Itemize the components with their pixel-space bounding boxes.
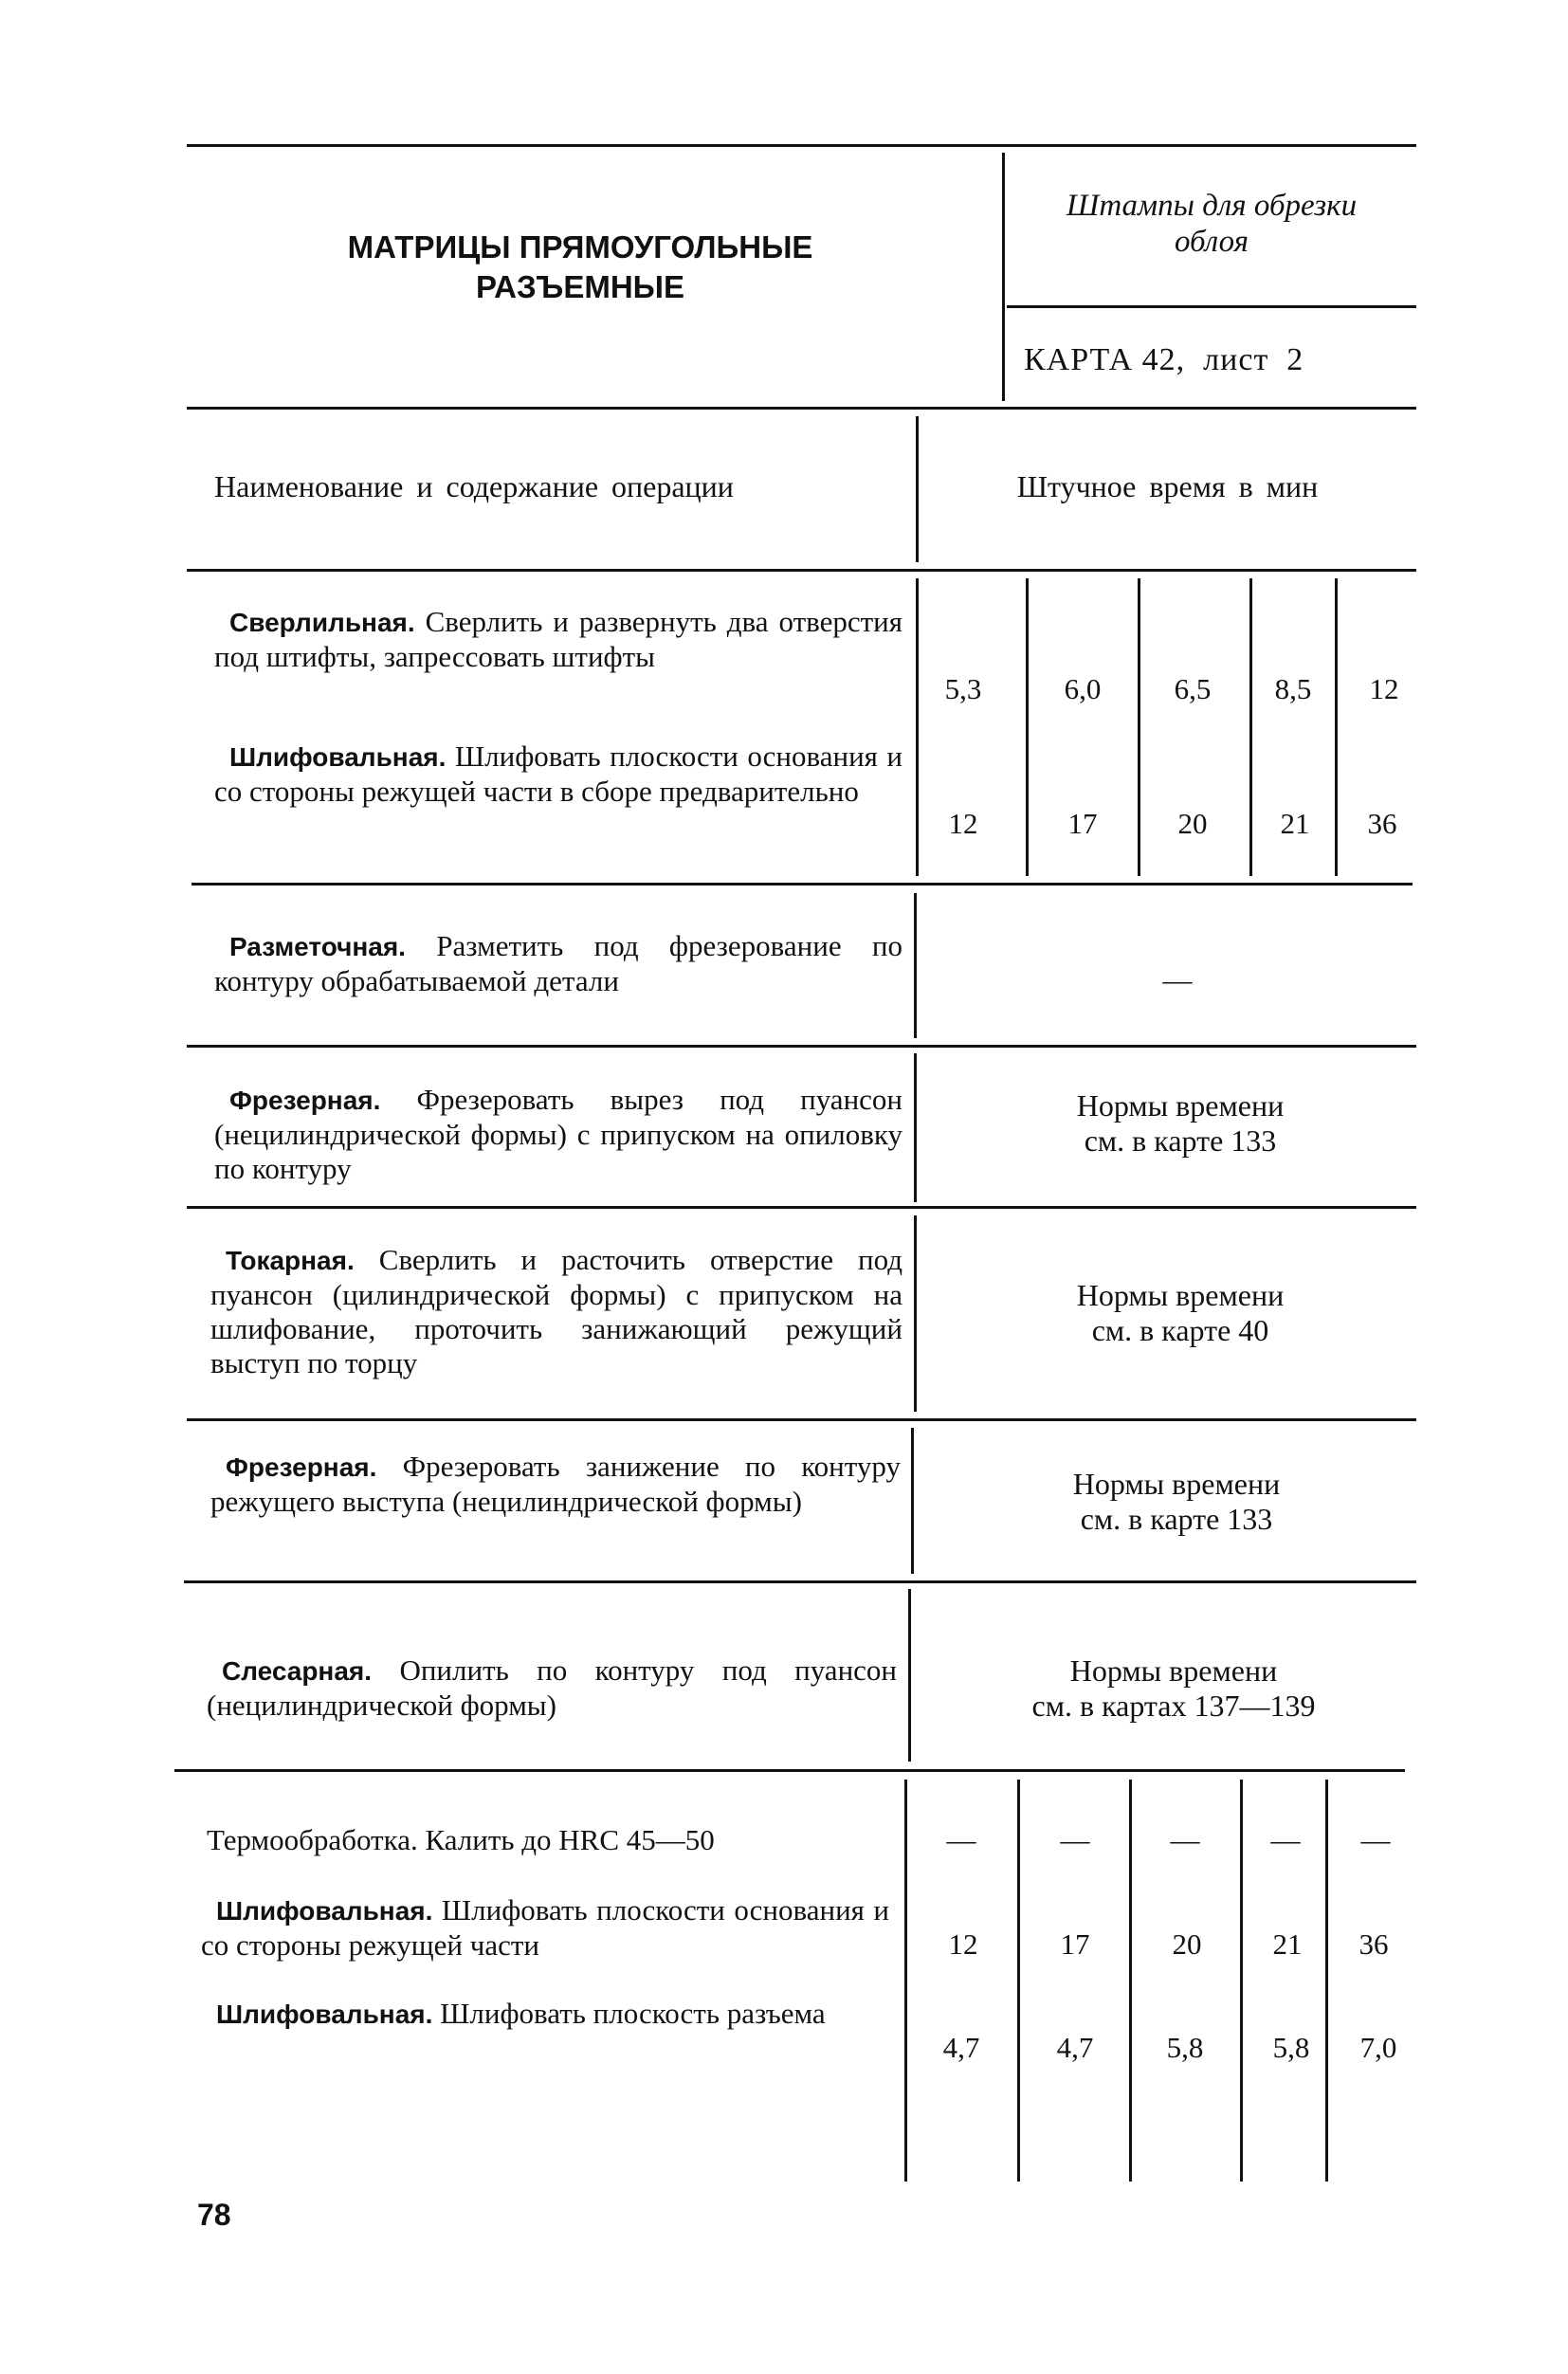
operation-name: Фрезерная. (229, 1086, 381, 1115)
col-divider (908, 1589, 911, 1762)
page-title (187, 228, 974, 307)
col-divider (1026, 578, 1029, 876)
time-value: — (1360, 1823, 1391, 1856)
operation-name: Шлифовальная. (216, 2000, 433, 2029)
time-norm-reference (943, 1088, 1417, 1159)
operation-name: Термообработка. (207, 1823, 418, 1856)
operation-name: Сверлильная. (229, 608, 415, 637)
operation-name: Разметочная. (229, 932, 406, 961)
col-divider (914, 893, 917, 1038)
header-sub-rule (1007, 305, 1416, 308)
operation-fitting (207, 1653, 897, 1723)
operation-drilling (214, 605, 903, 674)
norm-line-2: см. в карте 40 (1091, 1313, 1269, 1347)
operation-marking (214, 929, 903, 998)
operation-text: Фрезеровать вырез под пуансон (нецилиндрической формы) с припуском на опиловку по контуру (214, 1083, 903, 1185)
operation-text: Сверлить и развернуть два отверстия под штифты, запрессовать штифты (214, 605, 903, 673)
time-value: 4,7 (942, 2031, 980, 2064)
rule (187, 1045, 1416, 1048)
time-value: 4,7 (1056, 2031, 1094, 2064)
operation-name: Слесарная. (222, 1656, 373, 1686)
time-value: 6,5 (1174, 672, 1212, 705)
time-value: 36 (1367, 807, 1397, 840)
time-value: 21 (1272, 1927, 1303, 1961)
col-divider (914, 1053, 917, 1202)
rule (187, 1418, 1416, 1421)
operation-name: Токарная. (226, 1246, 355, 1275)
time-value: 21 (1280, 807, 1310, 840)
norm-line-1: Нормы времени (1069, 1653, 1278, 1688)
norm-line-2: см. в карте 133 (1080, 1502, 1273, 1536)
col-divider (914, 1215, 917, 1412)
time-value: 20 (1177, 807, 1208, 840)
time-value: 12 (948, 1927, 978, 1961)
operation-name: Шлифовальная. (216, 1896, 433, 1926)
operation-text: Шлифовать плоскость разъема (440, 1997, 826, 2030)
time-value: 5,8 (1272, 2031, 1310, 2064)
time-value: 12 (1369, 672, 1399, 705)
time-value: 17 (1060, 1927, 1090, 1961)
operation-heat-treatment (207, 1823, 889, 1857)
col-divider (1138, 578, 1140, 876)
rule (174, 1769, 1405, 1772)
time-value: 5,3 (944, 672, 982, 705)
time-norm-reference (943, 1278, 1417, 1348)
card-number: КАРТА 42, лист 2 (1024, 342, 1304, 377)
rule (191, 883, 1413, 886)
rule (187, 407, 1416, 410)
norm-line-2: см. в картах 137—139 (1031, 1689, 1316, 1723)
time-value: 12 (948, 807, 978, 840)
header-divider (1002, 153, 1005, 401)
operation-milling-2 (210, 1450, 901, 1519)
operation-name: Фрезерная. (226, 1452, 377, 1482)
norm-line-1: Нормы времени (1076, 1088, 1285, 1123)
col-divider (911, 1428, 914, 1574)
operation-text: Калить до HRC 45—50 (425, 1823, 715, 1856)
category-line-1: Штампы для обрезки (1066, 189, 1358, 223)
rule (187, 1206, 1416, 1209)
norm-line-2: см. в карте 133 (1084, 1123, 1277, 1158)
column-header-time: Штучное время в мин (1016, 469, 1319, 503)
category (1007, 188, 1416, 260)
time-value: — (1162, 963, 1193, 996)
time-value: 8,5 (1274, 672, 1312, 705)
time-value: 36 (1358, 1927, 1389, 1961)
time-norm-reference (937, 1653, 1411, 1724)
operation-milling-1 (214, 1083, 903, 1186)
title-line-2: РАЗЪЕМНЫЕ (476, 269, 684, 304)
top-rule (187, 144, 1416, 147)
col-divider (1017, 1780, 1020, 2182)
operation-grinding-3 (201, 1997, 889, 2032)
operation-text: Фрезеровать занижение по контуру режущего выступа (нецилиндрической формы) (210, 1450, 902, 1518)
operation-text: Опилить по контуру под пуансон (нецилиндрической формы) (207, 1653, 898, 1722)
time-value: 20 (1172, 1927, 1202, 1961)
operation-text: Шлифовать плоскости основания и со стороны режущей части (201, 1893, 889, 1962)
rule (184, 1580, 1416, 1583)
operation-name: Шлифовальная. (229, 742, 447, 772)
norm-line-1: Нормы времени (1076, 1278, 1285, 1312)
time-norm-reference (939, 1467, 1413, 1537)
category-line-2: облоя (1174, 225, 1249, 259)
time-value: 6,0 (1064, 672, 1102, 705)
time-value: 5,8 (1166, 2031, 1204, 2064)
time-value: — (946, 1823, 976, 1856)
column-header-operation: Наименование и содержание операции (214, 469, 734, 503)
operation-text: Сверлить и расточить отверстие под пуансон (цилиндрической формы) с припуском на шлифование, проточить занижающий режущий выступ по торцу (210, 1243, 903, 1379)
time-value: — (1060, 1823, 1090, 1856)
operation-grinding-2 (201, 1893, 889, 1963)
page-number: 78 (197, 2198, 231, 2232)
title-line-1: МАТРИЦЫ ПРЯМОУГОЛЬНЫЕ (347, 229, 813, 265)
col-divider (1129, 1780, 1132, 2182)
time-value: — (1270, 1823, 1301, 1856)
operation-text: Разметить под фрезерование по контуру обрабатываемой детали (214, 929, 903, 997)
operation-turning (210, 1243, 903, 1380)
operation-text: Шлифовать плоскости основания и со стороны режущей части в сборе предварительно (214, 740, 903, 808)
norm-line-1: Нормы времени (1072, 1467, 1281, 1501)
time-value: — (1170, 1823, 1200, 1856)
time-value: 17 (1067, 807, 1098, 840)
operation-grinding-1 (214, 740, 903, 809)
rule (187, 569, 1416, 572)
time-value: 7,0 (1359, 2031, 1397, 2064)
col-divider (904, 1780, 907, 2182)
